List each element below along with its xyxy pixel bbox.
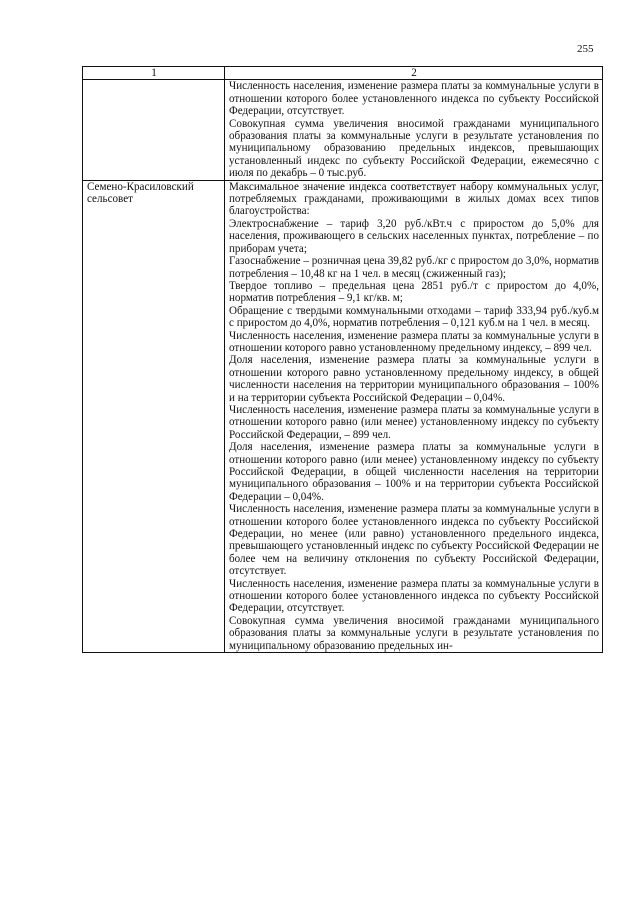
description-cell <box>225 80 603 180</box>
paragraph: Численность населения, изменение размера платы за коммунальные услуги в отношении которого равно установленному предельному индексу, – 899 чел. <box>229 329 599 354</box>
paragraph: Численность населения, изменение размера платы за коммунальные услуги в отношении которого более установленного индекса по субъекту Российской Федерации, отсутствует. <box>229 80 599 118</box>
table-header-row <box>83 67 603 80</box>
paragraph: Максимальное значение индекса соответствует набору коммунальных услуг, потребляемых гражданами, проживающими в жилых домах всех типов благоустройства: <box>229 180 599 218</box>
table-row <box>83 80 603 180</box>
paragraph: Совокупная сумма увеличения вносимой гражданами муниципального образования платы за коммунальные услуги в результате установления по муниципальному образованию предельных ин- <box>229 614 599 652</box>
paragraph: Твердое топливо – предельная цена 2851 руб./т с приростом до 4,0%, норматив потребления – 9,1 кг/кв. м; <box>229 279 599 305</box>
column-header-1: 1 <box>83 67 225 80</box>
description-cell <box>225 180 603 652</box>
paragraph: Численность населения, изменение размера платы за коммунальные услуги в отношении которого более установленного индекса по субъекту Российской Федерации, но менее (или равно) установленного предельного индекса, превышающего установленный индекс по субъекту Российской Федерации не более чем на величину отклонения по субъекту Российской Федерации, отсутствует. <box>229 503 599 578</box>
paragraph: Доля населения, изменение размера платы за коммунальные услуги в отношении которого равно (или менее) установленному индексу по субъекту Российской Федерации, в общей численности населения на территории муниципального образования – 100% и на территории субъекта Российской Федерации – 0,04%. <box>229 441 599 503</box>
indices-table <box>82 66 603 653</box>
paragraph: Газоснабжение – розничная цена 39,82 руб./кг с приростом до 3,0%, норматив потребления – 10,48 кг на 1 чел. в месяц (сжиженный газ); <box>229 255 599 280</box>
municipality-cell <box>83 180 225 652</box>
paragraph: Обращение с твердыми коммунальными отходами – тариф 333,94 руб./куб.м с приростом до 4,0%, норматив потребления – 0,121 куб.м на 1 чел. в месяц. <box>229 304 599 330</box>
table-row <box>83 180 603 652</box>
page-number: 255 <box>577 43 594 55</box>
paragraph: Численность населения, изменение размера платы за коммунальные услуги в отношении которого равно (или менее) установленному индексу по субъекту Российской Федерации, – 899 чел. <box>229 403 599 441</box>
paragraph: Численность населения, изменение размера платы за коммунальные услуги в отношении которого более установленного индекса по субъекту Российской Федерации, отсутствует. <box>229 577 599 615</box>
paragraph: Совокупная сумма увеличения вносимой гражданами муниципального образования платы за коммунальные услуги в результате установления по муниципальному образованию предельных индексов, превышающих установленный индекс по субъекту Российской Федерации, ежемесячно с июля по декабрь – 0 тыс.руб. <box>229 117 599 180</box>
paragraph: Электроснабжение – тариф 3,20 руб./кВт.ч с приростом до 5,0% для населения, проживающего в сельских населенных пунктах, потребление – по приборам учета; <box>229 217 599 255</box>
column-header-2: 2 <box>225 67 603 80</box>
municipality-cell <box>83 80 225 180</box>
paragraph: Доля населения, изменение размера платы за коммунальные услуги в отношении которого равно установленному предельному индексу, в общей численности населения на территории муниципального образования – 100% и на территории субъекта Российской Федерации – 0,04%. <box>229 354 599 404</box>
municipality-name: Семено-Красиловский сельсовет <box>87 180 194 206</box>
